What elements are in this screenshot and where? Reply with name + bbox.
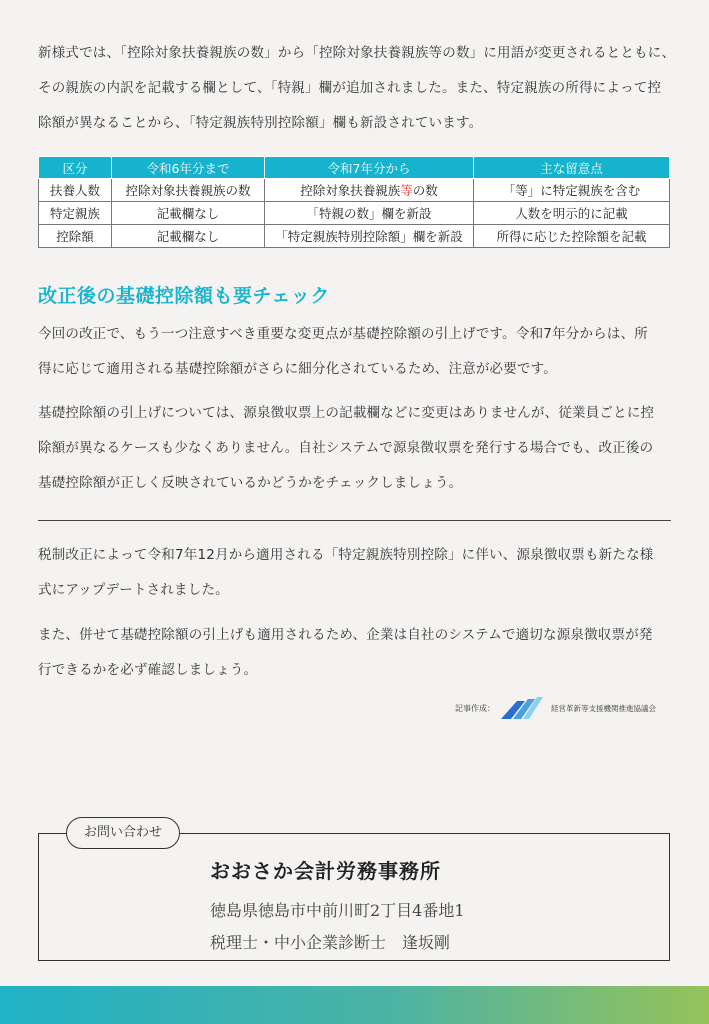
table-cell: 「特親の数」欄を新設 (265, 202, 474, 225)
table-row (39, 225, 670, 248)
stripes-logo-icon (501, 697, 545, 719)
footer-gradient-bar (0, 986, 709, 1024)
contact-tab-label: お問い合わせ (66, 817, 180, 849)
summary-paragraph-1 (38, 538, 674, 608)
paragraph-line: 式にアップデートされました。 (38, 582, 229, 598)
table-header-row (39, 157, 670, 179)
table-cell: 記載欄なし (112, 202, 265, 225)
paragraph-line: 基礎控除額の引上げについては、源泉徴収票上の記載欄などに変更はありませんが、従業員ごとに控 (38, 405, 655, 421)
intro-line: 新様式では、「控除対象扶養親族の数」から「控除対象扶養親族等の数」に用語が変更されるとともに、 (38, 45, 676, 61)
table-cell: 特定親族 (39, 202, 112, 225)
intro-line: その親族の内訳を記載する欄として、「特親」欄が追加されました。また、特定親族の所得によって控 (38, 80, 662, 96)
paragraph-line: 除額が異なるケースも少なくありません。自社システムで源泉徴収票を発行する場合でも、改正後の (38, 440, 654, 456)
table-cell-text: 控除対象扶養親族 (300, 183, 401, 198)
section-heading: 改正後の基礎控除額も要チェック (38, 285, 330, 307)
table-cell: 控除対象扶養親族の数 (112, 179, 265, 202)
office-address: 徳島県徳島市中前川町2丁目4番地1 (210, 901, 465, 920)
comparison-table (38, 156, 670, 248)
paragraph-line: 税制改正によって令和7年12月から適用される「特定親族特別控除」に伴い、源泉徴収票も新たな様 (38, 547, 654, 563)
paragraph-line: 基礎控除額が正しく反映されているかどうかをチェックしましょう。 (38, 475, 463, 491)
paragraph-line: 今回の改正で、もう一つ注意すべき重要な変更点が基礎控除額の引上げです。令和7年分からは、所 (38, 326, 648, 342)
section-paragraph-1 (38, 317, 674, 387)
table-cell: 記載欄なし (112, 225, 265, 248)
table-cell: 「等」に特定親族を含む (474, 179, 670, 202)
divider (38, 520, 671, 521)
office-person: 税理士・中小企業診断士 逢坂剛 (210, 933, 451, 952)
highlight-text: 等 (400, 183, 413, 198)
paragraph-line: 行できるかを必ず確認しましょう。 (38, 662, 258, 678)
table-header-cell: 令和6年分まで (112, 157, 265, 179)
table-cell: 「特定親族特別控除額」欄を新設 (265, 225, 474, 248)
paragraph-line: 得に応じて適用される基礎控除額がさらに細分化されているため、注意が必要です。 (38, 361, 557, 377)
intro-paragraph (38, 36, 674, 141)
table-cell-text: の数 (412, 183, 438, 198)
summary-paragraph-2 (38, 618, 674, 688)
table-header-cell: 区分 (39, 157, 112, 179)
office-name: おおさか会計労務事務所 (210, 859, 441, 883)
table-row (39, 179, 670, 202)
table-header-cell: 令和7年分から (265, 157, 474, 179)
table-row (39, 202, 670, 225)
credit-organization: 経営革新等支援機関推進協議会 (551, 703, 656, 713)
section-paragraph-2 (38, 396, 674, 501)
table-cell: 所得に応じた控除額を記載 (474, 225, 670, 248)
paragraph-line: また、併せて基礎控除額の引上げも適用されるため、企業は自社のシステムで適切な源泉徴収票が発 (38, 627, 653, 643)
table-cell (265, 179, 474, 202)
table-cell: 人数を明示的に記載 (474, 202, 670, 225)
credit-label: 記事作成： (455, 703, 495, 713)
table-cell: 控除額 (39, 225, 112, 248)
intro-line: 除額が異なることから、「特定親族特別控除額」欄も新設されています。 (38, 115, 483, 131)
table-cell: 扶養人数 (39, 179, 112, 202)
table-header-cell: 主な留意点 (474, 157, 670, 179)
article-credit (455, 696, 656, 720)
